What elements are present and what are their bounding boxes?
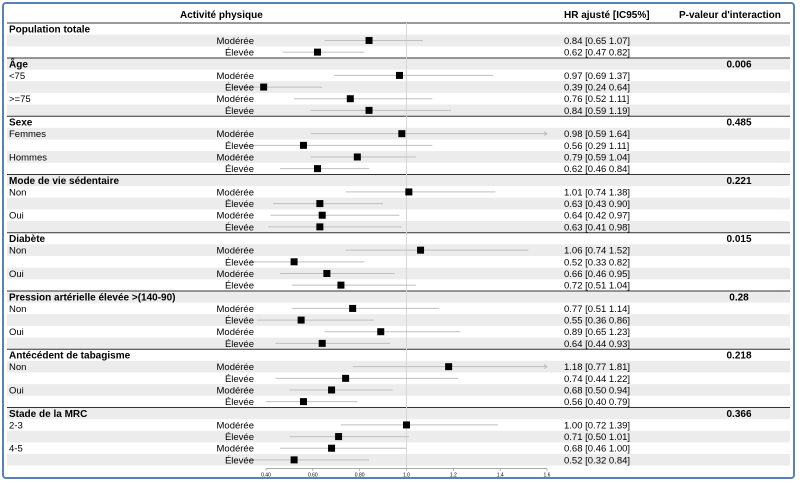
hr-value: 0.63 [0.43 0.90] xyxy=(564,199,631,211)
hr-marker xyxy=(260,84,267,91)
hr-value: 0.55 [0.36 0.86] xyxy=(564,315,631,327)
x-tick-label: 1.0 xyxy=(403,472,410,477)
subgroup-label: Non xyxy=(9,303,27,315)
x-tick-label: 0.40 xyxy=(261,472,271,477)
row-stripe xyxy=(7,58,790,70)
x-tick-label: 1.6 xyxy=(543,472,551,477)
activity-level: Modérée xyxy=(216,443,254,455)
hr-value: 0.64 [0.44 0.93] xyxy=(564,338,631,350)
activity-level: Élevée xyxy=(224,222,254,234)
subgroup-label: Oui xyxy=(9,385,24,397)
header-pvalue: P-valeur d'interaction xyxy=(679,10,781,21)
hr-value: 0.71 [0.50 1.01] xyxy=(564,432,631,444)
activity-level: Modérée xyxy=(216,303,254,315)
activity-level: Modérée xyxy=(216,187,254,199)
hr-value: 0.68 [0.46 1.00] xyxy=(564,443,631,455)
hr-marker xyxy=(316,200,323,207)
interaction-pvalue: 0.366 xyxy=(726,408,752,420)
hr-marker xyxy=(300,142,307,149)
row-stripe xyxy=(7,384,790,396)
group-label: Pression artérielle élevée >(140-90) xyxy=(9,292,176,304)
activity-level: Élevée xyxy=(224,432,254,444)
activity-level: Élevée xyxy=(224,199,254,211)
header-activity: Activité physique xyxy=(180,10,263,21)
hr-marker xyxy=(403,421,410,428)
row-stripe xyxy=(7,198,790,210)
group-label: Antécédent de tabagisme xyxy=(9,350,131,362)
x-tick-label: 1.4 xyxy=(496,472,504,477)
row-stripe xyxy=(7,314,790,326)
hr-marker xyxy=(291,258,298,265)
subgroup-label: Hommes xyxy=(9,152,48,164)
hr-value: 0.62 [0.46 0.84] xyxy=(564,164,631,176)
interaction-pvalue: 0.006 xyxy=(726,59,752,71)
activity-level: Élevée xyxy=(224,140,254,152)
hr-value: 0.72 [0.51 1.04] xyxy=(564,280,631,292)
group-label: Sexe xyxy=(9,117,33,129)
activity-level: Élevée xyxy=(224,455,254,467)
subgroup-label: >=75 xyxy=(9,94,31,106)
activity-level: Modérée xyxy=(216,70,254,82)
interaction-pvalue: 0.218 xyxy=(726,350,752,362)
hr-value: 0.62 [0.47 0.82] xyxy=(564,47,631,59)
hr-marker xyxy=(347,95,354,102)
group-label: Mode de vie sédentaire xyxy=(9,175,120,187)
x-tick-label: 1.2 xyxy=(449,472,457,477)
activity-level: Élevée xyxy=(224,164,254,176)
subgroup-label: Femmes xyxy=(9,129,46,141)
interaction-pvalue: 0.28 xyxy=(729,292,749,304)
hr-value: 0.52 [0.32 0.84] xyxy=(564,455,631,467)
subgroup-label: Oui xyxy=(9,268,24,280)
hr-marker xyxy=(319,340,326,347)
hr-value: 0.76 [0.52 1.11] xyxy=(564,94,630,106)
hr-marker xyxy=(405,188,412,195)
header-hr: HR ajusté [IC95%] xyxy=(564,10,650,21)
subgroup-label: Non xyxy=(9,362,27,374)
activity-level: Modérée xyxy=(216,385,254,397)
subgroup-label: 2-3 xyxy=(9,420,23,432)
activity-level: Modérée xyxy=(216,35,254,47)
hr-value: 0.66 [0.46 0.95] xyxy=(564,268,631,280)
hr-value: 0.39 [0.24 0.64] xyxy=(564,82,631,94)
activity-level: Élevée xyxy=(224,280,254,292)
hr-marker xyxy=(300,398,307,405)
group-label: Diabète xyxy=(9,234,46,246)
activity-level: Élevée xyxy=(224,257,254,269)
figure-frame xyxy=(2,2,795,479)
hr-marker xyxy=(445,363,452,370)
hr-value: 0.77 [0.51 1.14] xyxy=(564,303,631,315)
hr-value: 0.79 [0.59 1.04] xyxy=(564,152,631,164)
hr-marker xyxy=(323,270,330,277)
row-stripe xyxy=(7,81,790,93)
activity-level: Élevée xyxy=(224,315,254,327)
subgroup-label: <75 xyxy=(9,70,26,82)
subgroup-label: Oui xyxy=(9,327,24,339)
activity-level: Élevée xyxy=(224,105,254,117)
hr-marker xyxy=(377,328,384,335)
hr-marker xyxy=(366,37,373,44)
hr-value: 0.63 [0.41 0.98] xyxy=(564,222,631,234)
hr-marker xyxy=(314,165,321,172)
activity-level: Modérée xyxy=(216,245,254,257)
row-stripe xyxy=(7,268,790,280)
interaction-pvalue: 0.485 xyxy=(726,117,752,129)
x-tick-label: 0.80 xyxy=(354,472,365,477)
hr-marker xyxy=(417,247,424,254)
hr-marker xyxy=(291,456,298,463)
subgroup-label: Non xyxy=(9,187,27,199)
hr-value: 0.98 [0.59 1.64] xyxy=(564,129,631,141)
hr-value: 1.01 [0.74 1.38] xyxy=(564,187,631,199)
interaction-pvalue: 0.221 xyxy=(726,175,752,187)
activity-level: Modérée xyxy=(216,420,254,432)
hr-value: 0.56 [0.40 0.79] xyxy=(564,397,631,409)
hr-value: 1.06 [0.74 1.52] xyxy=(564,245,631,257)
activity-level: Élevée xyxy=(224,397,254,409)
group-label: Stade de la MRC xyxy=(9,408,88,420)
activity-level: Modérée xyxy=(216,362,254,374)
hr-marker xyxy=(396,72,403,79)
forest-plot xyxy=(4,4,793,477)
hr-marker xyxy=(298,317,305,324)
hr-marker xyxy=(335,433,342,440)
hr-marker xyxy=(328,445,335,452)
hr-value: 0.74 [0.44 1.22] xyxy=(564,373,631,385)
hr-value: 1.18 [0.77 1.81] xyxy=(564,362,631,374)
hr-value: 0.97 [0.69 1.37] xyxy=(564,70,631,82)
interaction-pvalue: 0.015 xyxy=(726,234,752,246)
row-stripe xyxy=(7,407,790,419)
hr-value: 0.64 [0.42 0.97] xyxy=(564,210,631,222)
activity-level: Élevée xyxy=(224,82,254,94)
subgroup-label: 4-5 xyxy=(9,443,23,455)
activity-level: Modérée xyxy=(216,94,254,106)
activity-level: Modérée xyxy=(216,152,254,164)
activity-level: Modérée xyxy=(216,129,254,141)
hr-value: 0.84 [0.65 1.07] xyxy=(564,35,631,47)
hr-marker xyxy=(366,107,373,114)
activity-level: Modérée xyxy=(216,210,254,222)
subgroup-label: Oui xyxy=(9,210,24,222)
activity-level: Élevée xyxy=(224,338,254,350)
hr-marker xyxy=(354,153,361,160)
hr-marker xyxy=(349,305,356,312)
activity-level: Élevée xyxy=(224,47,254,59)
hr-marker xyxy=(398,130,405,137)
hr-value: 1.00 [0.72 1.39] xyxy=(564,420,631,432)
hr-value: 0.52 [0.33 0.82] xyxy=(564,257,631,269)
hr-value: 0.89 [0.65 1.23] xyxy=(564,327,631,339)
row-stripe xyxy=(7,174,790,186)
group-label: Âge xyxy=(9,59,28,71)
hr-marker xyxy=(314,49,321,56)
subgroup-label: Non xyxy=(9,245,27,257)
group-label: Population totale xyxy=(9,24,91,36)
hr-marker xyxy=(328,386,335,393)
hr-value: 0.56 [0.29 1.11] xyxy=(564,140,630,152)
hr-value: 0.68 [0.50 0.94] xyxy=(564,385,631,397)
row-stripe xyxy=(7,338,790,350)
hr-value: 0.84 [0.59 1.19] xyxy=(564,105,631,117)
hr-marker xyxy=(337,282,344,289)
row-stripe xyxy=(7,454,790,466)
activity-level: Modérée xyxy=(216,327,254,339)
hr-marker xyxy=(319,212,326,219)
hr-marker xyxy=(316,223,323,230)
hr-marker xyxy=(342,375,349,382)
activity-level: Modérée xyxy=(216,268,254,280)
x-tick-label: 0.60 xyxy=(307,472,318,477)
activity-level: Élevée xyxy=(224,373,254,385)
